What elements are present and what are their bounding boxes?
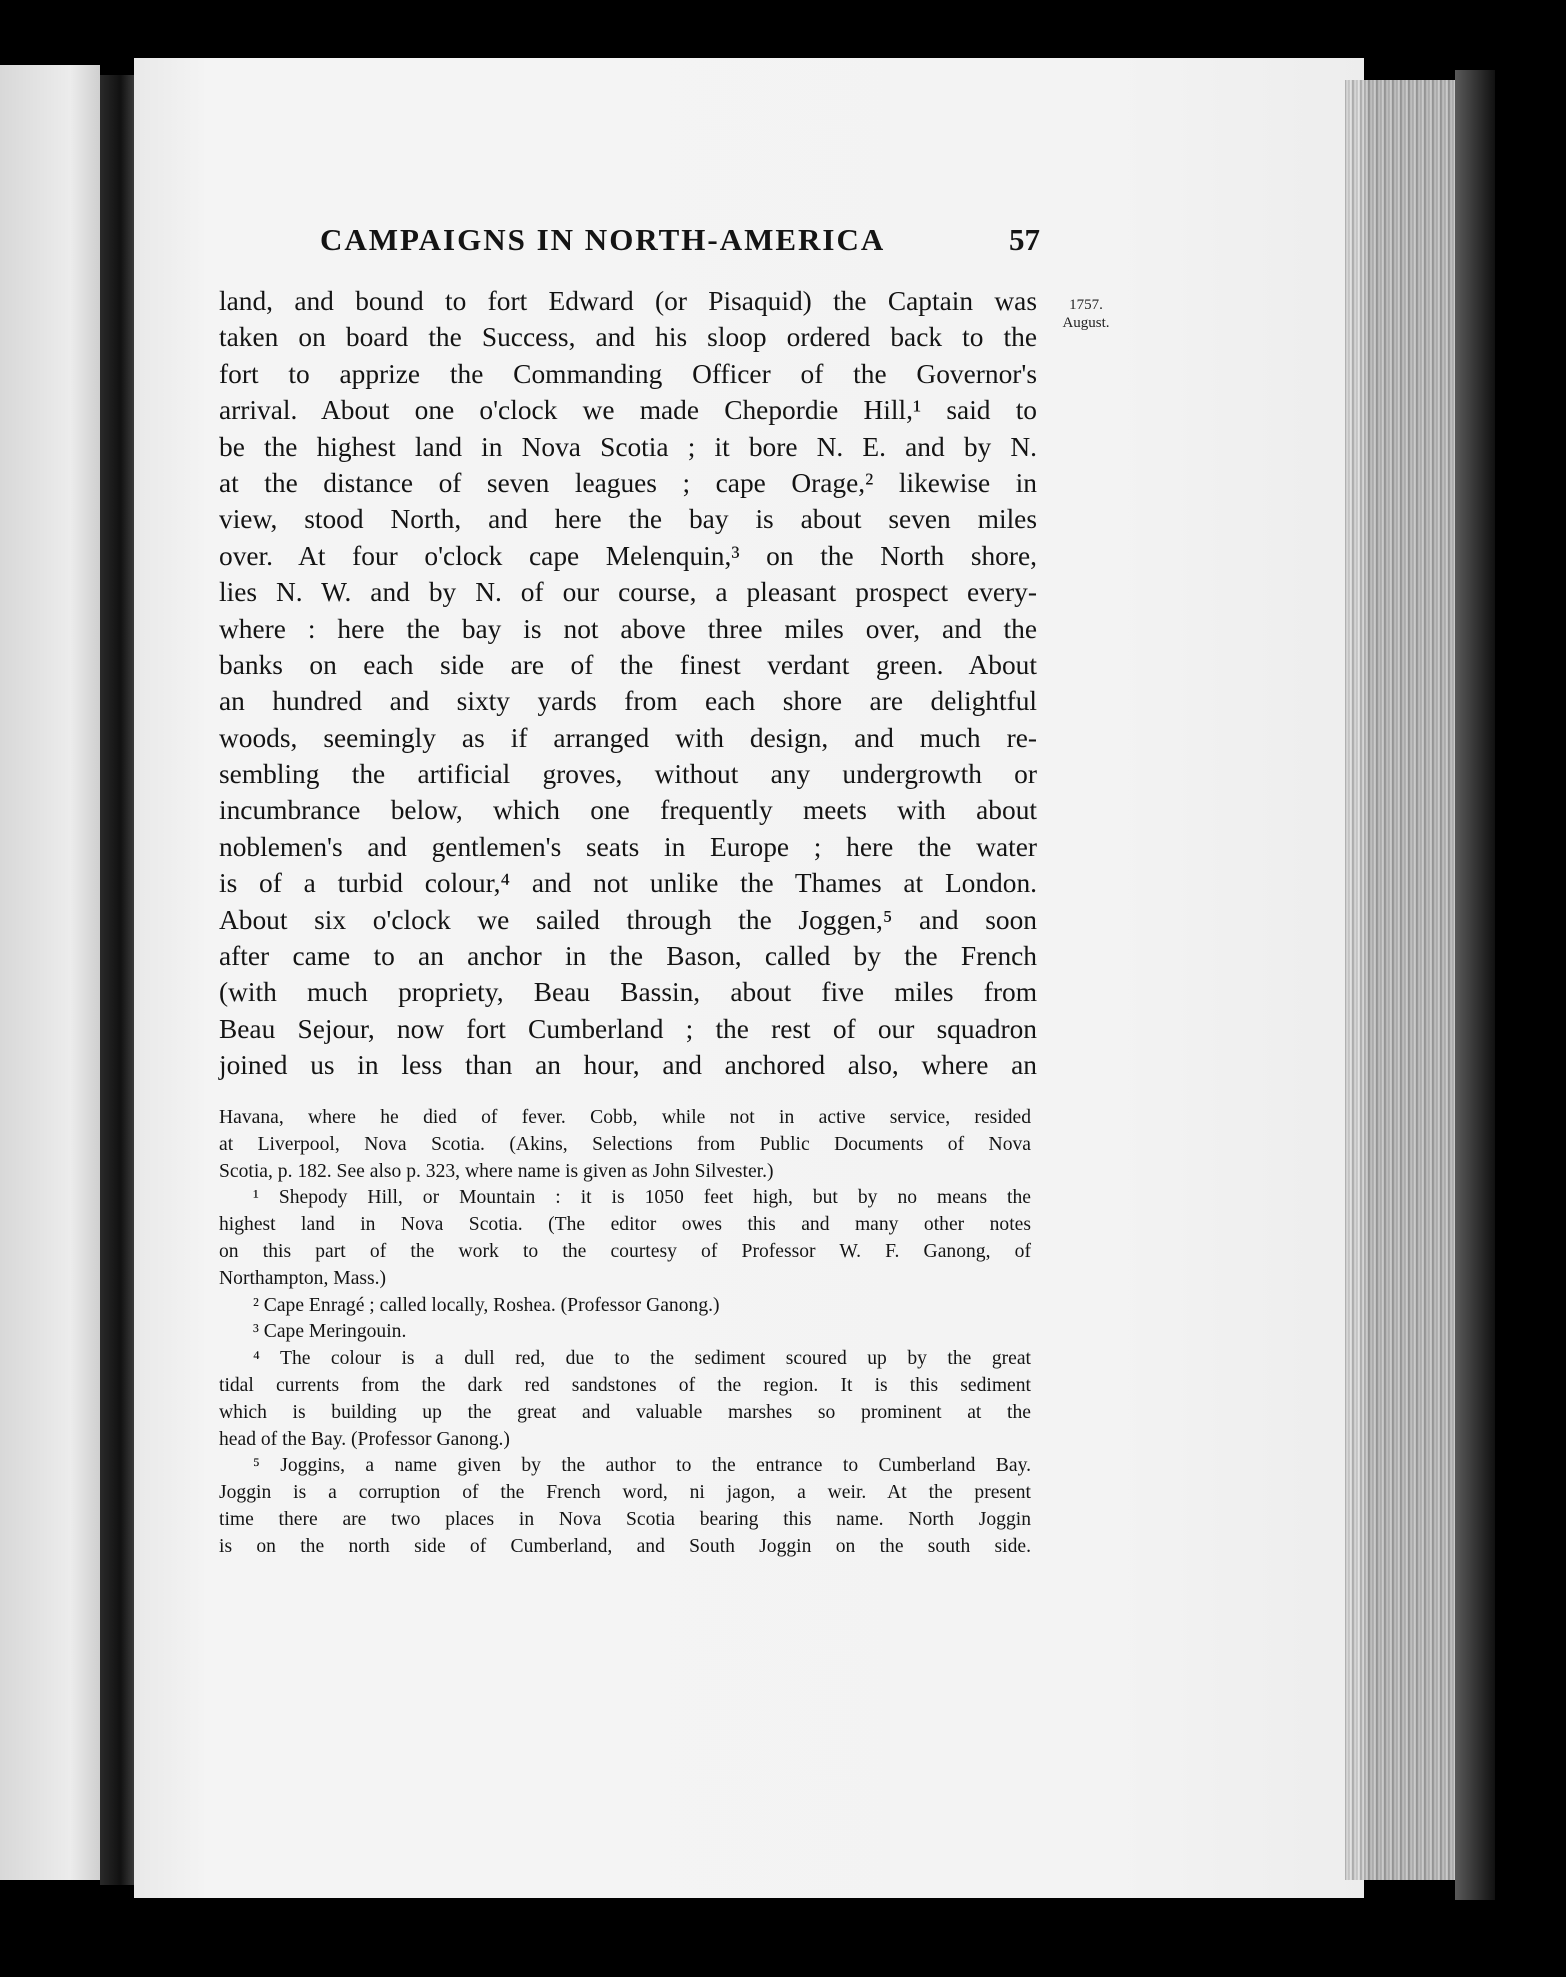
footnote-continued-line: Havana, where he died of fever. Cobb, while not in active service, resided (219, 1107, 1031, 1128)
margin-note (1051, 296, 1121, 332)
body-line: noblemen's and gentlemen's seats in Europe ; here the water (219, 831, 1037, 862)
body-line: fort to apprize the Commanding Officer of the Governor's (219, 358, 1037, 389)
page-number: 57 (1009, 222, 1040, 257)
footnote-1-line: on this part of the work to the courtesy of Professor W. F. Ganong, of (219, 1240, 1031, 1262)
body-line: arrival. About one o'clock we made Chepordie Hill,¹ said to (219, 395, 1037, 426)
body-line: About six o'clock we sailed through the Joggen,⁵ and soon (219, 904, 1037, 935)
footnote-1-line: highest land in Nova Scotia. (The editor owes this and many other notes (219, 1214, 1031, 1236)
footnote-1-line: Northampton, Mass.) (219, 1267, 387, 1289)
body-line: view, stood North, and here the bay is about seven miles (219, 504, 1037, 535)
body-line: lies N. W. and by N. of our course, a pleasant prospect every- (219, 577, 1037, 608)
body-line: where : here the bay is not above three miles over, and the (219, 613, 1037, 644)
body-line: joined us in less than an hour, and anchored also, where an (219, 1050, 1037, 1081)
facing-page-edge (0, 65, 100, 1880)
margin-note-month: August. (1062, 315, 1110, 331)
footnote-1-line: ¹ Shepody Hill, or Mountain : it is 1050 feet high, but by no means the (253, 1187, 1031, 1209)
footnote-4-line: tidal currents from the dark red sandstones of the region. It is this sediment (219, 1374, 1031, 1396)
footnote-continued-line: Scotia, p. 182. See also p. 323, where name is given as John Silvester.) (219, 1160, 774, 1182)
body-line: taken on board the Success, and his sloop ordered back to the (219, 322, 1037, 353)
page-edge-shadow (1455, 70, 1495, 1900)
body-line: woods, seemingly as if arranged with design, and much re- (219, 722, 1037, 753)
body-line: an hundred and sixty yards from each shore are delightful (219, 686, 1037, 717)
footnote-continued-line: at Liverpool, Nova Scotia. (Akins, Selections from Public Documents of Nova (219, 1133, 1031, 1155)
body-line: land, and bound to fort Edward (or Pisaquid) the Captain was (219, 286, 1037, 316)
margin-note-year: 1757. (1069, 297, 1103, 313)
footnote-5-line: is on the north side of Cumberland, and South Joggin on the south side. (219, 1535, 1031, 1557)
body-line: (with much propriety, Beau Bassin, about five miles from (219, 977, 1037, 1008)
body-text (219, 283, 1037, 1084)
body-line: banks on each side are of the finest verdant green. About (219, 649, 1037, 680)
footnote-3: ³ Cape Meringouin. (253, 1321, 407, 1343)
page-header (320, 222, 1040, 270)
body-line: over. At four o'clock cape Melenquin,³ on the North shore, (219, 540, 1037, 571)
running-head: CAMPAIGNS IN NORTH-AMERICA (320, 222, 886, 257)
footnote-2: ² Cape Enragé ; called locally, Roshea. (Professor Ganong.) (253, 1294, 720, 1316)
body-line: be the highest land in Nova Scotia ; it bore N. E. and by N. (219, 431, 1037, 462)
footnote-5-line: Joggin is a corruption of the French word, ni jagon, a weir. At the present (219, 1482, 1031, 1504)
body-line: is of a turbid colour,⁴ and not unlike the Thames at London. (219, 868, 1037, 899)
footnote-4-line: which is building up the great and valuable marshes so prominent at the (219, 1401, 1031, 1423)
book-gutter (100, 75, 134, 1885)
footnote-4-line: ⁴ The colour is a dull red, due to the sediment scoured up by the great (253, 1348, 1031, 1370)
body-line: at the distance of seven leagues ; cape Orage,² likewise in (219, 467, 1037, 498)
body-line: incumbrance below, which one frequently meets with about (219, 795, 1037, 826)
footnotes (219, 1105, 1031, 1561)
body-line: sembling the artificial groves, without any undergrowth or (219, 759, 1037, 790)
body-line: Beau Sejour, now fort Cumberland ; the rest of our squadron (219, 1013, 1037, 1044)
footnote-5-line: time there are two places in Nova Scotia bearing this name. North Joggin (219, 1508, 1031, 1530)
footnote-5-line: ⁵ Joggins, a name given by the author to the entrance to Cumberland Bay. (253, 1455, 1031, 1477)
body-line: after came to an anchor in the Bason, called by the French (219, 941, 1037, 972)
footnote-4-line: head of the Bay. (Professor Ganong.) (219, 1428, 510, 1450)
